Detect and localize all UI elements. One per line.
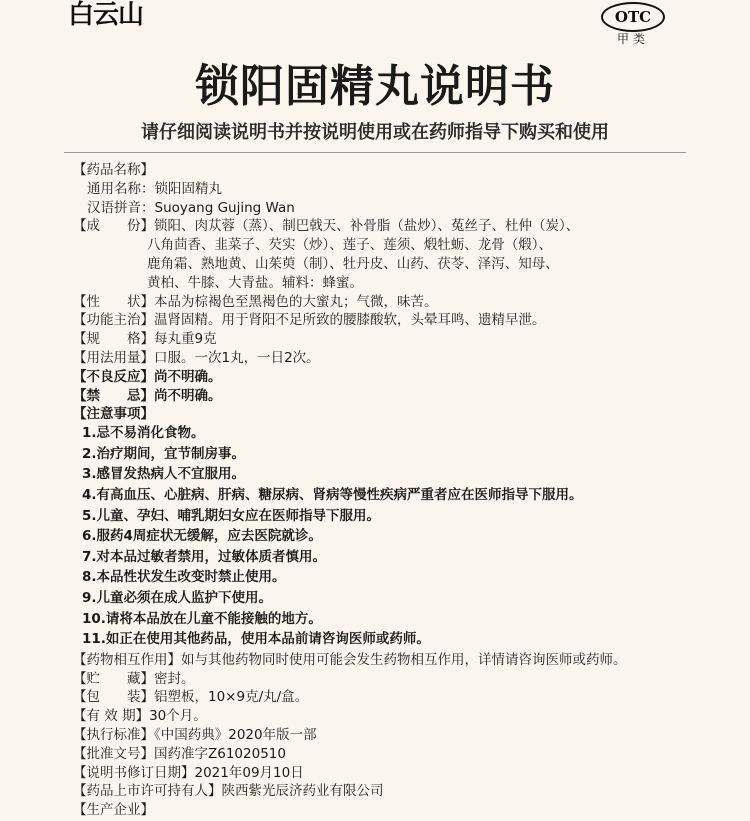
- otc-class-label: 甲类: [616, 32, 649, 46]
- generic-name: 通用名称：锁阳固精丸: [87, 180, 222, 197]
- ingredients-line-2: 八角茴香、韭菜子、芡实（炒）、莲子、莲须、煅牡蛎、龙骨（煅）、: [147, 237, 552, 254]
- ingredients-line-3: 鹿角霜、熟地黄、山茱萸（制）、牡丹皮、山药、茯苓、泽泻、知母、: [147, 256, 559, 272]
- precaution-item: 3.感冒发热病人不宜服用。: [82, 466, 246, 483]
- precaution-item: 4.有高血压、心脏病、肝病、糖尿病、肾病等慢性疾病严重者应在医师指导下服用。: [82, 487, 583, 503]
- section-license-holder: 【药品上市许可持有人】陕西紫光辰济药业有限公司: [73, 783, 384, 800]
- section-manufacturer: 【生产企业】: [73, 802, 154, 819]
- title-divider: [64, 152, 686, 153]
- section-properties: 【性 状】本品为棕褐色至黑褐色的大蜜丸；气微，味苦。: [73, 293, 438, 310]
- precaution-item: 11.如正在使用其他药品，使用本品前请咨询医师或药师。: [82, 631, 430, 648]
- section-dosage: 【用法用量】口服。一次1丸，一日2次。: [73, 350, 320, 366]
- precaution-item: 9.儿童必须在成人监护下使用。: [82, 590, 273, 606]
- section-standard: 【执行标准】《中国药典》2020年版一部: [73, 727, 317, 743]
- precaution-item: 5.儿童、孕妇、哺乳期妇女应在医师指导下服用。: [82, 507, 381, 524]
- precaution-item: 8.本品性状发生改变时禁止使用。: [82, 569, 286, 586]
- section-packaging: 【包 装】铝塑板，10×9克/丸/盒。: [73, 689, 309, 706]
- section-drug-interactions: 【药物相互作用】如与其他药物同时使用可能会发生药物相互作用，详情请咨询医师或药师。: [73, 651, 627, 668]
- precaution-item: 6.服药4周症状无缓解，应去医院就诊。: [82, 528, 322, 545]
- section-contraindications: 【禁 忌】尚不明确。: [73, 387, 222, 404]
- precaution-item: 2.治疗期间，宜节制房事。: [82, 445, 246, 462]
- section-validity: 【有 效 期】30个月。: [73, 708, 207, 725]
- precaution-item: 1.忌不易消化食物。: [82, 425, 205, 442]
- section-specification: 【规 格】每丸重9克: [73, 331, 217, 348]
- pinyin-name: 汉语拼音：Suoyang Gujing Wan: [87, 199, 295, 216]
- otc-mark: OTC: [601, 2, 665, 32]
- section-approval-number: 【批准文号】国药准字Z61020510: [73, 745, 286, 762]
- section-ingredients: 【成 份】锁阳、肉苁蓉（蒸）、制巴戟天、补骨脂（盐炒）、菟丝子、杜仲（炭）、: [73, 218, 580, 235]
- ingredients-line-4: 黄柏、牛膝、大青盐。辅料：蜂蜜。: [147, 274, 363, 291]
- precaution-item: 7.对本品过敏者禁用，过敏体质者慎用。: [82, 548, 327, 565]
- section-adverse-reactions: 【不良反应】尚不明确。: [73, 368, 222, 385]
- section-revision-date: 【说明书修订日期】2021年09月10日: [73, 764, 304, 781]
- section-drug-name: 【药品名称】: [73, 162, 154, 178]
- precaution-item: 10.请将本品放在儿童不能接触的地方。: [82, 610, 322, 627]
- section-precautions: 【注意事项】: [73, 406, 154, 423]
- document-title: 锁阳固精丸说明书: [195, 61, 555, 112]
- document-subtitle: 请仔细阅读说明书并按说明使用或在药师指导下购买和使用: [141, 122, 609, 143]
- brand-logo: 白云山: [68, 0, 144, 30]
- section-indications: 【功能主治】温肾固精。用于肾阳不足所致的腰膝酸软，头晕耳鸣、遗精早泄。: [73, 312, 546, 329]
- section-storage: 【贮 藏】密封。: [73, 670, 195, 687]
